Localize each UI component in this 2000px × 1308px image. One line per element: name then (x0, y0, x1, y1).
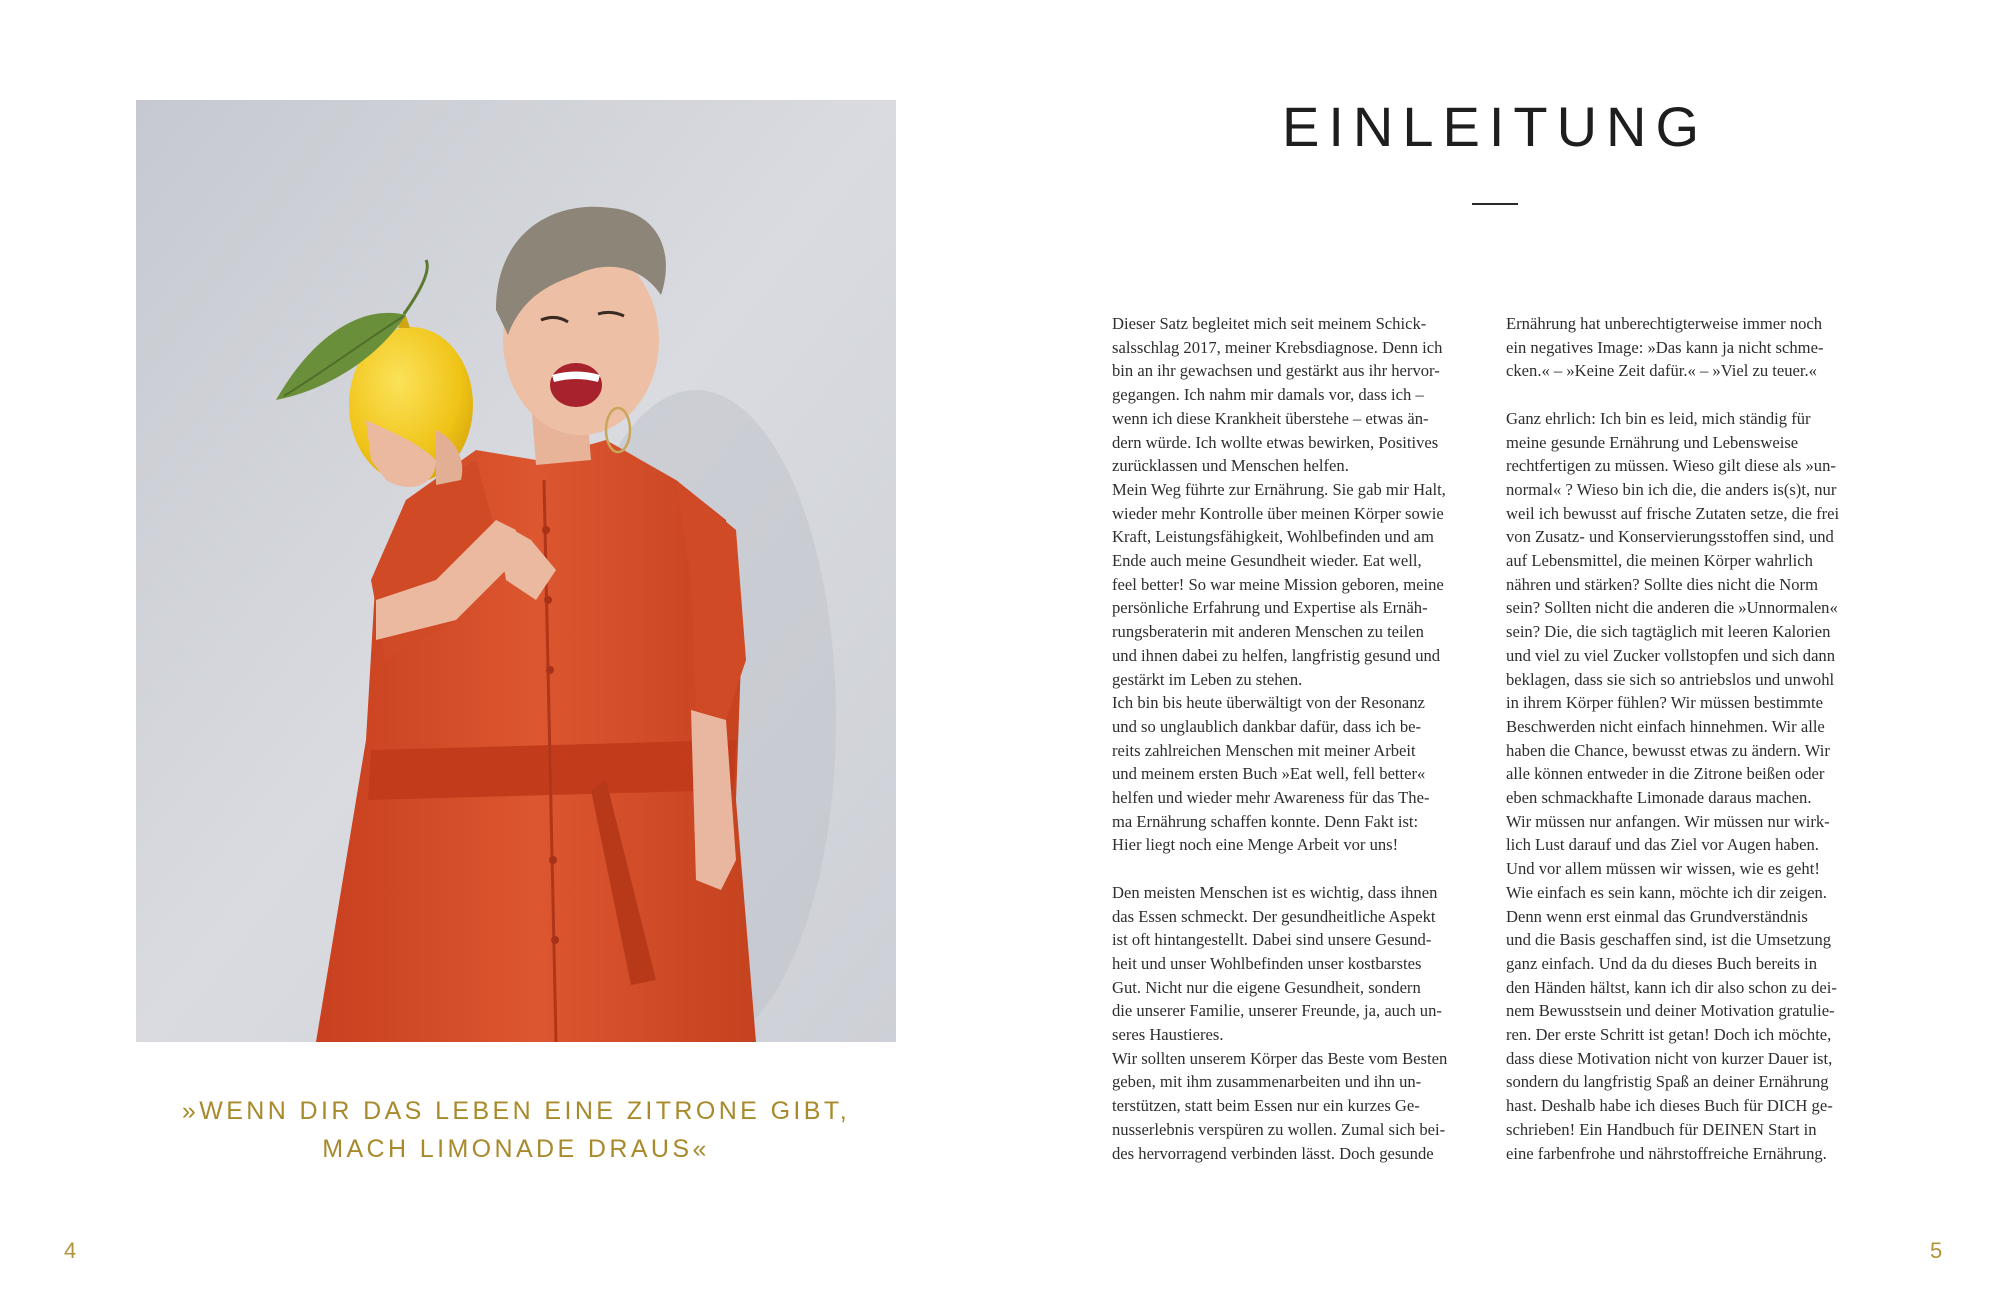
page-number-left: 4 (64, 1238, 77, 1263)
paragraph: Ich bin bis heute überwältigt von der Resonanz und so unglaublich dankbar dafür, dass ich be- reits zahlreichen Menschen mit meiner Arbeit und meinem ersten Buch »Eat well, fell better« helfen und wieder mehr Awareness für das The- ma Ernährung schaffen konnte. Denn Fakt ist: Hier liegt noch eine Menge Arbeit vor uns! (1112, 693, 1430, 855)
paragraph: Dieser Satz begleitet mich seit meinem Schick- salsschlag 2017, meiner Krebsdiagnose. Denn ich bin an ihr gewachsen und gestärkt aus ihr hervor- gegangen. Ich nahm mir damals vor, dass ich – wenn ich diese Krankheit überstehe – etwas än- dern würde. Ich wollte etwas bewirken, Positives zurücklassen und Menschen helfen. (1112, 314, 1443, 476)
pull-quote (136, 1092, 896, 1168)
heading-divider (1472, 203, 1518, 205)
paragraph: Ernährung hat unberechtigterweise immer noch ein negatives Image: »Das kann ja nicht schme- cken.« – »Keine Zeit dafür.« – »Viel zu teuer.« (1506, 314, 1824, 381)
photo-illustration (136, 100, 896, 1042)
text-column-1 (1112, 312, 1484, 1165)
paragraph: Den meisten Menschen ist es wichtig, dass ihnen das Essen schmeckt. Der gesundheitliche Aspekt ist oft hintangestellt. Dabei sind unsere Gesund- heit und unser Wohlbefinden unser kostbarstes Gut. Nicht nur die eigene Gesundheit, sondern die unserer Familie, unserer Freunde, ja, auch un- seres Haustieres. (1112, 882, 1442, 1045)
paragraph: Ganz ehrlich: Ich bin es leid, mich ständig für meine gesunde Ernährung und Lebensweise rechtfertigen zu müssen. Wieso gilt diese als »un- normal« ? Wieso bin ich die, die anders is(s)t, nur weil ich bewusst auf frische Zutaten setze, die frei von Zusatz- und Konservierungsstoffen sind, und auf Lebensmittel, die meinen Körper wahrlich nähren und stärken? Sollte dies nicht die Norm sein? Sollten nicht die anderen die »Unnormalen« sein? Die, die sich tagtäglich mit leeren Kalorien und viel zu viel Zucker vollstopfen und sich dann beklagen, dass sie sich so antriebslos und unwohl in ihrem Körper fühlen? Wir müssen bestimmte Beschwerden nicht einfach hinnehmen. Wir alle haben die Chance, bewusst etwas zu ändern. Wir alle können entweder in die Zitrone beißen oder eben schmackhafte Limonade daraus machen. Wir müssen nur anfangen. Wir müssen nur wirk- lich Lust darauf und das Ziel vor Augen haben. Und vor allem müssen wir wissen, wie es geht! Wie einfach es sein kann, möchte ich dir zeigen. Denn wenn erst einmal das Grundverständnis und die Basis geschaffen sind, ist die Umsetzung ganz einfach. Und da du dieses Buch bereits in den Händen hältst, kann ich dir also schon zu dei- nem Bewusstsein und deiner Motivation gratulie- ren. Der erste Schritt ist getan! Doch ich möchte, dass diese Motivation nicht von kurzer Dauer ist, sondern du langfristig Spaß an deiner Ernährung hast. Deshalb habe ich dieses Buch für DICH ge- schrieben! Ein Handbuch für DEINEN Start in eine farbenfrohe und nährstoffreiche Ernährung. (1506, 408, 1840, 1163)
pull-quote-line-2: MACH LIMONADE DRAUS« (322, 1135, 710, 1163)
paragraph: Mein Weg führte zur Ernährung. Sie gab mir Halt, wieder mehr Kontrolle über meinen Körper sowie Kraft, Leistungsfähigkeit, Wohlbefinden und am Ende auch meine Gesundheit wieder. Eat well, feel better! So war meine Mission geboren, meine persönliche Erfahrung und Expertise als Ernäh- rungsberaterin mit anderen Menschen zu teilen und ihnen dabei zu helfen, langfristig gesund und gestärkt im Leben zu stehen. (1112, 479, 1446, 689)
woman-with-lemon-photo (136, 100, 896, 1042)
page-number-right: 5 (1930, 1238, 1943, 1263)
pull-quote-line-1: »WENN DIR DAS LEBEN EINE ZITRONE GIBT, (181, 1097, 851, 1125)
chapter-heading: EINLEITUNG (1281, 95, 1709, 158)
text-column-2 (1506, 312, 1878, 1165)
paragraph: Wir sollten unserem Körper das Beste vom Besten geben, mit ihm zusammenarbeiten und ihn un- terstützen, statt beim Essen nur ein kurzes Ge- nusserlebnis verspüren zu wollen. Zumal sich bei- des hervorragend verbinden lässt. Doch gesunde (1112, 1048, 1448, 1163)
